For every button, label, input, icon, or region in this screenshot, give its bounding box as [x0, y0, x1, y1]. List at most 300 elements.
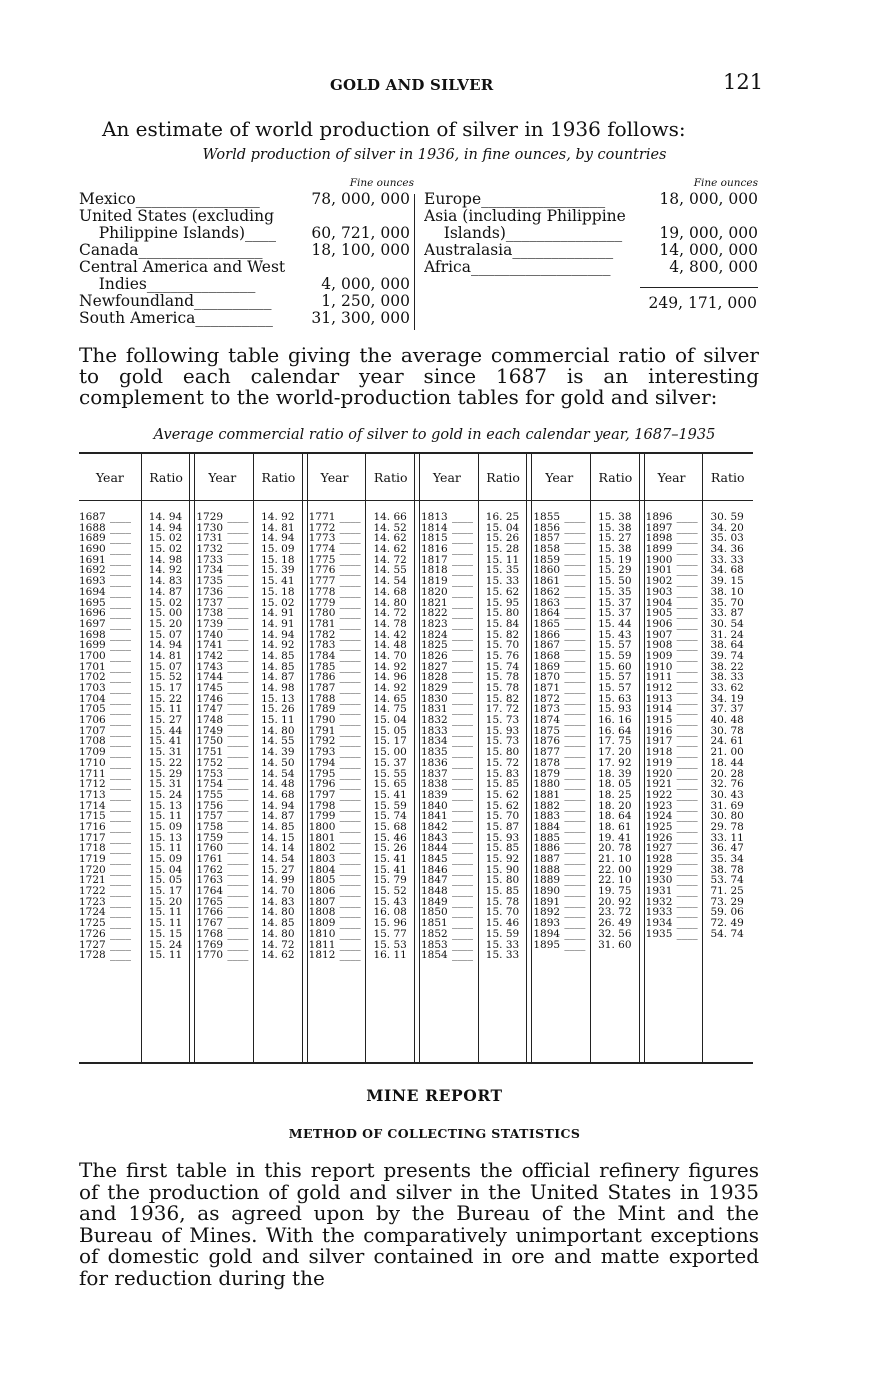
dot-leader: ____: [110, 788, 131, 801]
dot-leader: ____: [564, 810, 586, 823]
ratio-cell: 37. 37: [710, 703, 744, 716]
ratio-cell: 34. 68: [710, 564, 744, 577]
dot-leader: ____: [676, 682, 698, 694]
year-cell: 1838: [421, 778, 448, 791]
year-cell: 1754: [196, 778, 224, 791]
ratio-cell: 33. 87: [710, 607, 744, 620]
dot-leader: ____: [339, 703, 361, 716]
ratio-cell: 14. 78: [373, 617, 407, 630]
ratio-cell: 15. 38: [598, 521, 632, 534]
year-cell: 1704: [79, 692, 106, 705]
country-name: Philippine Islands)____: [79, 225, 277, 242]
ratio-cell: 24. 61: [710, 735, 744, 748]
ratio-cell: 54. 74: [710, 927, 744, 940]
dot-leader: ____: [227, 585, 249, 598]
production-value: 1, 250, 000: [321, 292, 410, 310]
dot-leader: ____: [676, 575, 698, 588]
ratio-cell: 15. 11: [148, 842, 183, 855]
dot-leader: ____: [676, 842, 698, 855]
ratio-cell: 16. 11: [373, 949, 407, 962]
ratio-cell: 15. 70: [485, 639, 520, 652]
ratio-cell: 15. 74: [373, 810, 407, 823]
ratio-cell: 14. 54: [373, 575, 407, 588]
year-cell: 1701: [79, 660, 106, 673]
dot-leader: ____: [339, 906, 361, 919]
table-row: [79, 225, 414, 242]
year-cell: 1912: [645, 682, 673, 694]
year-cell: 1725: [79, 917, 106, 930]
ratio-cell: 15. 93: [485, 724, 520, 737]
ratio-cell: 17. 72: [485, 703, 520, 716]
dot-leader: ____: [452, 831, 473, 844]
ratio-cell: 15. 02: [148, 532, 183, 545]
ratio-cell: 14. 81: [261, 521, 295, 534]
year-cell: 1935: [645, 927, 673, 940]
ratio-cell: 15. 41: [373, 863, 407, 876]
year-cell: 1694: [79, 585, 106, 598]
dot-leader: ____: [339, 767, 361, 780]
ratio-cell: 33. 62: [710, 682, 744, 694]
ratio-cell: 14. 94: [148, 639, 183, 652]
ratio-cell: 15. 62: [485, 788, 520, 801]
dot-leader: ____: [676, 671, 698, 684]
production-value: 4, 000, 000: [321, 275, 410, 293]
ratio-cell: 14. 98: [148, 553, 183, 566]
year-cell: 1815: [421, 532, 448, 545]
dot-leader: ____: [110, 649, 131, 662]
year-cell: 1747: [196, 703, 224, 716]
dot-leader: ____: [227, 575, 249, 588]
year-cell: 1834: [421, 735, 448, 748]
dot-leader: ____: [227, 511, 249, 523]
dot-leader: ____: [227, 842, 249, 855]
year-cell: 1762: [196, 863, 224, 876]
year-cell: 1714: [79, 799, 106, 812]
ratio-cell: 18. 44: [710, 756, 744, 769]
year-cell: 1770: [196, 949, 224, 962]
ratio-cell: 15. 15: [148, 927, 183, 940]
year-cell: 1801: [308, 831, 336, 844]
year-cell: 1729: [196, 511, 224, 523]
column-separator: [702, 454, 703, 1062]
group-separator: [639, 454, 645, 1062]
year-cell: 1790: [308, 714, 336, 727]
ratio-cell: 14. 94: [261, 532, 295, 545]
year-cell: 1890: [533, 885, 561, 898]
dot-leader: ____: [110, 671, 131, 684]
year-cell: 1800: [308, 820, 336, 833]
year-cell: 1776: [308, 564, 336, 577]
ratio-cell: 14. 62: [261, 949, 295, 962]
year-cell: 1774: [308, 543, 336, 556]
ratio-cell: 39. 15: [710, 575, 744, 588]
dot-leader: ____: [564, 607, 586, 620]
dot-leader: ____: [564, 938, 586, 951]
dot-leader: ____: [564, 532, 586, 545]
year-cell: 1690: [79, 543, 106, 556]
dot-leader: ____: [564, 660, 586, 673]
dot-leader: ____: [676, 927, 698, 940]
dot-leader: ____: [110, 842, 131, 855]
country-name: South America__________: [79, 310, 273, 327]
year-cell: 1865: [533, 617, 561, 630]
dot-leader: ____: [676, 639, 698, 652]
dot-leader: ____: [564, 767, 586, 780]
year-cell: 1841: [421, 810, 448, 823]
year-cell: 1842: [421, 820, 448, 833]
dot-leader: ____: [227, 649, 249, 662]
ratio-cell: 15. 62: [485, 585, 520, 598]
dot-leader: ____: [564, 511, 586, 523]
year-header: Year: [432, 470, 461, 485]
dot-leader: ____: [676, 596, 698, 609]
year-cell: 1817: [421, 553, 448, 566]
ratio-cell: 15. 55: [373, 767, 407, 780]
dot-leader: ____: [676, 660, 698, 673]
ratio-cell: 15. 27: [261, 863, 295, 876]
ratio-column: [486, 512, 519, 961]
ratio-cell: 14. 87: [261, 810, 295, 823]
year-cell: 1831: [421, 703, 448, 716]
dot-leader: ____: [110, 628, 131, 641]
year-cell: 1691: [79, 553, 106, 566]
year-cell: 1799: [308, 810, 336, 823]
year-cell: 1733: [196, 553, 224, 566]
ratio-cell: 14. 92: [261, 511, 295, 523]
ratio-cell: 14. 70: [373, 649, 407, 662]
year-cell: 1872: [533, 692, 561, 705]
dot-leader: ____: [227, 799, 249, 812]
year-cell: 1764: [196, 885, 224, 898]
dot-leader: ____: [676, 756, 698, 769]
table-bottom-rule: [79, 1062, 753, 1064]
ratio-cell: 35. 34: [710, 853, 744, 865]
dot-leader: ____: [339, 714, 361, 727]
dot-leader: ____: [339, 842, 361, 855]
ratio-cell: 14. 48: [373, 639, 407, 652]
year-cell: 1745: [196, 682, 224, 694]
year-cell: 1868: [533, 649, 561, 662]
dot-leader: ____: [227, 628, 249, 641]
dot-leader: ____: [227, 906, 249, 919]
dot-leader: ____: [339, 927, 361, 940]
year-cell: 1849: [421, 895, 448, 908]
dot-leader: ____: [227, 521, 249, 534]
ratio-cell: 15. 85: [485, 842, 520, 855]
ratio-cell: 14. 94: [148, 511, 183, 523]
year-cell: 1822: [421, 607, 448, 620]
year-cell: 1791: [308, 724, 336, 737]
dot-leader: ____: [452, 917, 473, 930]
year-cell: 1921: [645, 778, 673, 791]
year-cell: 1905: [645, 607, 673, 620]
ratio-cell: 32. 56: [598, 927, 632, 940]
year-cell: 1926: [645, 831, 673, 844]
year-cell: 1895: [533, 938, 561, 951]
year-cell: 1700: [79, 649, 106, 662]
dot-leader: ____: [452, 575, 473, 588]
country-name: Central America and West: [79, 259, 286, 276]
dot-leader: ____: [564, 596, 586, 609]
ratio-cell: 14. 94: [261, 628, 295, 641]
ratio-cell: 14. 72: [261, 938, 295, 951]
ratio-cell: 15. 74: [485, 660, 520, 673]
ratio-cell: 15. 17: [373, 735, 407, 748]
year-cell: 1821: [421, 596, 448, 609]
year-cell: 1744: [196, 671, 224, 684]
year-column: [646, 512, 673, 940]
year-cell: 1883: [533, 810, 561, 823]
year-column: [421, 512, 448, 961]
leader-column: [564, 512, 585, 950]
dot-leader: ____: [227, 703, 249, 716]
year-cell: 1812: [308, 949, 336, 962]
ratio-cell: 15. 13: [148, 799, 183, 812]
ratio-header: Ratio: [486, 470, 520, 485]
ratio-cell: 15. 72: [485, 756, 520, 769]
ratio-cell: 15. 37: [598, 607, 632, 620]
year-cell: 1891: [533, 895, 561, 908]
ratio-cell: 15. 82: [485, 628, 520, 641]
year-cell: 1908: [645, 639, 673, 652]
year-cell: 1731: [196, 532, 224, 545]
year-cell: 1900: [645, 553, 673, 566]
dot-leader: ____: [676, 863, 698, 876]
ratio-cell: 20. 28: [710, 767, 744, 780]
year-cell: 1719: [79, 853, 106, 865]
page-number: 121: [723, 70, 764, 94]
ratio-cell: 30. 54: [710, 617, 744, 630]
dot-leader: ____: [110, 553, 131, 566]
paragraph-intro-ratio: The following table giving the average commercial ratio of silver to gold each calendar year since 1687 is an interesting complement to the world-production tables for gold and silver:: [79, 343, 759, 409]
year-cell: 1767: [196, 917, 224, 930]
dot-leader: ____: [452, 778, 473, 791]
dot-leader: ____: [227, 831, 249, 844]
year-cell: 1864: [533, 607, 561, 620]
year-cell: 1814: [421, 521, 448, 534]
year-column: [533, 512, 560, 950]
ratio-cell: 15. 79: [373, 874, 407, 887]
ratio-cell: 15. 05: [373, 724, 407, 737]
year-cell: 1777: [308, 575, 336, 588]
year-cell: 1829: [421, 682, 448, 694]
ratio-cell: 14. 92: [373, 660, 407, 673]
year-cell: 1716: [79, 820, 106, 833]
dot-leader: ____: [339, 863, 361, 876]
dot-leader: ____: [227, 778, 249, 791]
dot-leader: ____: [452, 553, 473, 566]
year-cell: 1784: [308, 649, 336, 662]
year-cell: 1739: [196, 617, 224, 630]
year-cell: 1749: [196, 724, 224, 737]
ratio-cell: 15. 41: [148, 735, 183, 748]
ratio-cell: 59. 06: [710, 906, 744, 919]
ratio-cell: 14. 54: [261, 767, 295, 780]
dot-leader: ____: [110, 746, 131, 759]
ratio-cell: 38. 33: [710, 671, 744, 684]
ratio-cell: 15. 24: [148, 938, 183, 951]
year-cell: 1857: [533, 532, 561, 545]
dot-leader: ____: [452, 543, 473, 556]
dot-leader: ____: [110, 906, 131, 919]
dot-leader: ____: [227, 820, 249, 833]
year-cell: 1910: [645, 660, 673, 673]
dot-leader: ____: [339, 724, 361, 737]
ratio-cell: 23. 72: [598, 906, 632, 919]
ratio-cell: 14. 92: [373, 682, 407, 694]
year-cell: 1852: [421, 927, 448, 940]
year-cell: 1715: [79, 810, 106, 823]
ratio-cell: 15. 26: [373, 842, 407, 855]
total-rule: [640, 287, 758, 288]
dot-leader: ____: [110, 682, 131, 694]
unit-label-left: Fine ounces: [349, 177, 414, 189]
year-cell: 1862: [533, 585, 561, 598]
dot-leader: ____: [452, 949, 473, 962]
dot-leader: ____: [110, 703, 131, 716]
ratio-cell: 15. 00: [148, 607, 183, 620]
ratio-cell: 15. 90: [485, 863, 520, 876]
dot-leader: ____: [676, 607, 698, 620]
ratio-cell: 18. 39: [598, 767, 632, 780]
dot-leader: ____: [339, 607, 361, 620]
dot-leader: ____: [452, 735, 473, 748]
column-divider: [414, 194, 415, 330]
dot-leader: ____: [110, 938, 131, 951]
dot-leader: ____: [676, 585, 698, 598]
year-cell: 1909: [645, 649, 673, 662]
world-table-caption: World production of silver in 1936, in fine ounces, by countries: [202, 147, 667, 163]
ratio-cell: 53. 74: [710, 874, 744, 887]
country-name: Mexico________________: [79, 191, 260, 208]
ratio-cell: 14. 85: [261, 660, 295, 673]
year-cell: 1689: [79, 532, 106, 545]
dot-leader: ____: [564, 692, 586, 705]
dot-leader: ____: [564, 628, 586, 641]
table-row: [79, 191, 414, 208]
group-separator: [189, 454, 195, 1062]
dot-leader: ____: [452, 927, 473, 940]
ratio-cell: 14. 80: [261, 927, 295, 940]
dot-leader: ____: [110, 831, 131, 844]
year-cell: 1888: [533, 863, 561, 876]
column-separator: [590, 454, 591, 1062]
ratio-cell: 15. 18: [261, 585, 295, 598]
dot-leader: ____: [564, 714, 586, 727]
ratio-cell: 15. 04: [148, 863, 183, 876]
ratio-cell: 15. 33: [485, 938, 520, 951]
year-cell: 1792: [308, 735, 336, 748]
year-cell: 1887: [533, 853, 561, 865]
dot-leader: ____: [452, 842, 473, 855]
ratio-cell: 36. 47: [710, 842, 744, 855]
year-cell: 1708: [79, 735, 106, 748]
dot-leader: ____: [452, 532, 473, 545]
year-cell: 1886: [533, 842, 561, 855]
ratio-cell: 15. 62: [485, 799, 520, 812]
dot-leader: ____: [110, 949, 131, 962]
dot-leader: ____: [227, 949, 249, 962]
table-row: [79, 208, 414, 225]
dot-leader: ____: [339, 628, 361, 641]
ratio-cell: 15. 19: [598, 553, 632, 566]
dot-leader: ____: [339, 917, 361, 930]
year-cell: 1703: [79, 682, 106, 694]
dot-leader: ____: [564, 639, 586, 652]
ratio-cell: 15. 37: [598, 596, 632, 609]
ratio-cell: 31. 69: [710, 799, 744, 812]
ratio-cell: 14. 55: [261, 735, 295, 748]
ratio-cell: 15. 93: [485, 831, 520, 844]
year-cell: 1758: [196, 820, 224, 833]
dot-leader: ____: [452, 714, 473, 727]
year-cell: 1721: [79, 874, 106, 887]
year-cell: 1859: [533, 553, 561, 566]
year-cell: 1746: [196, 692, 224, 705]
dot-leader: ____: [227, 660, 249, 673]
year-column: [79, 512, 106, 961]
year-cell: 1847: [421, 874, 448, 887]
ratio-cell: 14. 83: [261, 895, 295, 908]
ratio-cell: 15. 26: [485, 532, 520, 545]
ratio-cell: 14. 54: [261, 853, 295, 865]
dot-leader: ____: [676, 874, 698, 887]
year-cell: 1850: [421, 906, 448, 919]
production-value: 78, 000, 000: [311, 190, 410, 208]
ratio-cell: 17. 20: [598, 746, 632, 759]
dot-leader: ____: [676, 778, 698, 791]
unit-label-right: Fine ounces: [693, 177, 758, 189]
ratio-cell: 15. 20: [148, 617, 183, 630]
ratio-cell: 30. 59: [710, 511, 744, 523]
dot-leader: ____: [110, 778, 131, 791]
ratio-cell: 15. 41: [373, 853, 407, 865]
column-separator: [478, 454, 479, 1062]
dot-leader: ____: [452, 585, 473, 598]
dot-leader: ____: [452, 895, 473, 908]
dot-leader: ____: [227, 756, 249, 769]
dot-leader: ____: [227, 853, 249, 865]
dot-leader: ____: [452, 799, 473, 812]
dot-leader: ____: [676, 767, 698, 780]
country-name: Africa__________________: [424, 259, 611, 276]
year-cell: 1723: [79, 895, 106, 908]
ratio-cell: 15. 70: [485, 810, 520, 823]
dot-leader: ____: [564, 703, 586, 716]
dot-leader: ____: [676, 724, 698, 737]
table-row: [424, 225, 758, 242]
dot-leader: ____: [227, 692, 249, 705]
ratio-cell: 14. 92: [261, 639, 295, 652]
table-row: [79, 259, 414, 276]
dot-leader: ____: [339, 575, 361, 588]
production-value: 19, 000, 000: [659, 224, 758, 242]
year-column: [309, 512, 336, 961]
dot-leader: ____: [339, 820, 361, 833]
year-cell: 1785: [308, 660, 336, 673]
ratio-column: [261, 512, 294, 961]
ratio-cell: 15. 78: [485, 895, 520, 908]
year-cell: 1735: [196, 575, 224, 588]
section-subtitle: METHOD OF COLLECTING STATISTICS: [288, 1126, 581, 1141]
dot-leader: ____: [452, 639, 473, 652]
year-cell: 1696: [79, 607, 106, 620]
ratio-cell: 14. 85: [261, 917, 295, 930]
ratio-cell: 14. 80: [261, 724, 295, 737]
year-cell: 1818: [421, 564, 448, 577]
dot-leader: ____: [110, 927, 131, 940]
ratio-cell: 14. 42: [373, 628, 407, 641]
